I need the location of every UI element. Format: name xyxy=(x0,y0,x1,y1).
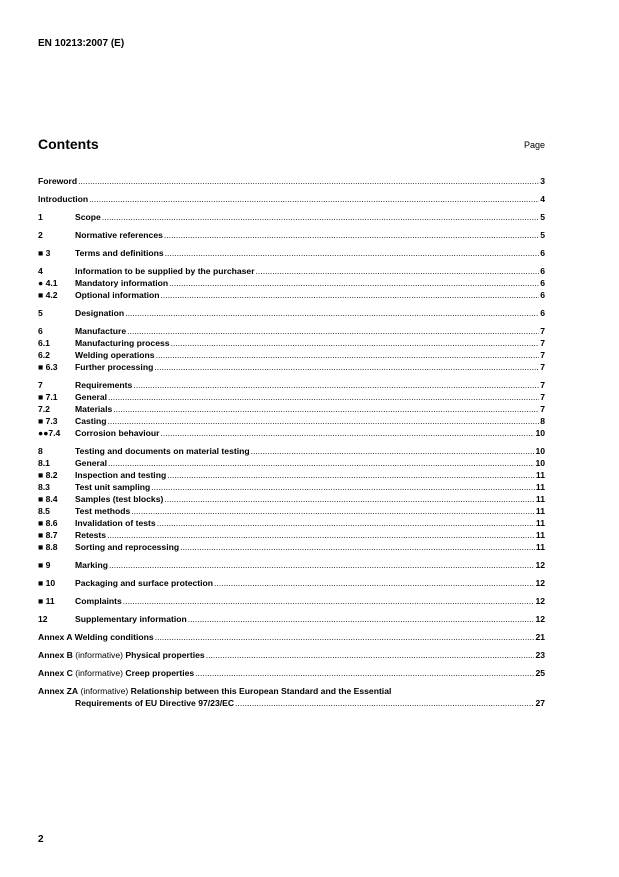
toc-leader-dots xyxy=(165,247,540,259)
toc-leader-dots xyxy=(123,595,535,607)
toc-leader-dots xyxy=(108,391,539,403)
toc-entry[interactable] xyxy=(38,493,545,505)
toc-entry-title-text: Complaints xyxy=(75,596,122,606)
toc-leader-dots xyxy=(133,379,539,391)
toc-entry-page: 11 xyxy=(535,518,545,528)
toc-entry-title-text: Invalidation of tests xyxy=(75,518,156,528)
toc-entry-page: 11 xyxy=(535,506,545,516)
toc-leader-dots xyxy=(155,631,535,643)
toc-entry-number: ■ 7.1 xyxy=(38,392,58,402)
toc-entry-page: 6 xyxy=(540,308,545,318)
toc-entry-title-text: Optional information xyxy=(75,290,160,300)
toc-entry-number: 7 xyxy=(38,380,43,390)
toc-entry-title xyxy=(75,415,107,427)
toc-entry-title-text: Welding operations xyxy=(75,350,155,360)
toc-entry-title-text: Scope xyxy=(75,212,101,222)
toc-entry-page: 10 xyxy=(535,458,545,468)
toc-leader-dots xyxy=(206,649,535,661)
toc-entry[interactable] xyxy=(38,289,545,301)
toc-entry-page: 6 xyxy=(540,290,545,300)
toc-entry-page: 4 xyxy=(540,194,545,204)
toc-entry-title xyxy=(75,391,107,403)
toc-entry-title xyxy=(75,229,163,241)
toc-entry-title xyxy=(38,649,205,661)
toc-entry-title-text: Samples (test blocks) xyxy=(75,494,164,504)
toc-entry-title xyxy=(75,349,155,361)
toc-entry[interactable] xyxy=(38,613,545,625)
toc-entry-title xyxy=(75,457,107,469)
toc-entry[interactable] xyxy=(38,307,545,319)
toc-entry-number: ■ 8.8 xyxy=(38,542,58,552)
toc-entry[interactable] xyxy=(38,595,545,607)
toc-entry-title xyxy=(75,427,160,439)
toc-entry-title-text: Designation xyxy=(75,308,125,318)
toc-leader-dots xyxy=(89,193,539,205)
toc-entry-number: 6.2 xyxy=(38,350,50,360)
toc-entry-number: ■ 6.3 xyxy=(38,362,58,372)
toc-entry-title xyxy=(75,379,132,391)
toc-entry[interactable] xyxy=(38,529,545,541)
toc-entry-title-text: Manufacture xyxy=(75,326,127,336)
toc-entry-number: 7.2 xyxy=(38,404,50,414)
toc-leader-dots xyxy=(78,175,539,187)
toc-entry-title xyxy=(75,289,160,301)
toc-leader-dots xyxy=(127,325,539,337)
toc-leader-dots xyxy=(131,505,535,517)
toc-entry-number: 4 xyxy=(38,266,43,276)
toc-entry-page: 5 xyxy=(540,212,545,222)
toc-entry-annex-za[interactable] xyxy=(38,685,545,697)
toc-entry-title xyxy=(75,277,168,289)
toc-entry-number: 1 xyxy=(38,212,43,222)
toc-entry[interactable] xyxy=(38,649,545,661)
toc-leader-dots xyxy=(161,289,540,301)
toc-entry-title xyxy=(75,337,170,349)
toc-entry-title xyxy=(75,469,166,481)
toc-entry-number: 8.1 xyxy=(38,458,50,468)
toc-entry-title xyxy=(38,175,77,187)
toc-entry-title-text: Retests xyxy=(75,530,107,540)
toc-entry-title xyxy=(38,631,154,643)
toc-entry-title xyxy=(75,517,156,529)
toc-entry[interactable] xyxy=(38,349,545,361)
toc-entry[interactable] xyxy=(38,457,545,469)
toc-entry[interactable] xyxy=(38,391,545,403)
toc-entry-title-text: Corrosion behaviour xyxy=(75,428,160,438)
toc-entry-number: 12 xyxy=(38,614,48,624)
toc-entry-page: 27 xyxy=(535,698,545,708)
toc-entry-title-text: Annex ZA xyxy=(38,686,79,696)
toc-entry-title-text: Annex B xyxy=(38,650,73,660)
toc-entry-title-text: Inspection and testing xyxy=(75,470,167,480)
toc-entry-title-text: General xyxy=(75,458,108,468)
toc-leader-dots xyxy=(188,613,535,625)
toc-entry-page: 25 xyxy=(535,668,545,678)
toc-entry[interactable] xyxy=(38,505,545,517)
toc-entry-title-text: General xyxy=(75,392,108,402)
toc-entry[interactable] xyxy=(38,403,545,415)
toc-entry[interactable] xyxy=(38,229,545,241)
toc-entry-page: 23 xyxy=(535,650,545,660)
toc-entry-number: ■ 8.6 xyxy=(38,518,58,528)
toc-entry-page: 6 xyxy=(540,266,545,276)
toc-entry[interactable] xyxy=(38,337,545,349)
toc-entry-title xyxy=(75,265,255,277)
toc-entry-title xyxy=(75,559,108,571)
toc-entry-title-text: Information to be supplied by the purchaser xyxy=(75,266,255,276)
toc-entry[interactable] xyxy=(38,211,545,223)
toc-entry-number: ■ 10 xyxy=(38,578,56,588)
toc-leader-dots xyxy=(156,349,540,361)
toc-entry-page: 11 xyxy=(535,482,545,492)
toc-leader-dots xyxy=(161,427,535,439)
toc-entry[interactable] xyxy=(38,445,545,457)
toc-entry-title xyxy=(75,445,250,457)
toc-entry-title-text: Test methods xyxy=(75,506,131,516)
toc-entry-title-text-2: Creep properties xyxy=(125,668,195,678)
toc-entry-page: 11 xyxy=(535,494,545,504)
toc-entry[interactable] xyxy=(38,265,545,277)
toc-leader-dots xyxy=(235,697,534,709)
toc-entry-number: ■ 11 xyxy=(38,596,55,606)
toc-leader-dots xyxy=(180,541,535,553)
toc-leader-dots xyxy=(164,229,539,241)
toc-entry-title-text: Test unit sampling xyxy=(75,482,151,492)
toc-entry-title-text: Introduction xyxy=(38,194,89,204)
toc-entry-title xyxy=(75,361,153,373)
toc-entry-number: 8.5 xyxy=(38,506,50,516)
toc-entry-title-text: Materials xyxy=(75,404,113,414)
table-of-contents xyxy=(38,175,545,709)
toc-entry-title xyxy=(75,307,124,319)
toc-entry[interactable] xyxy=(38,175,545,187)
toc-entry-title xyxy=(75,505,130,517)
toc-leader-dots xyxy=(164,493,535,505)
toc-entry[interactable] xyxy=(38,247,545,259)
toc-entry-title xyxy=(75,481,150,493)
toc-entry[interactable] xyxy=(38,469,545,481)
document-header: EN 10213:2007 (E) xyxy=(38,38,125,49)
toc-entry-number: ■ 9 xyxy=(38,560,51,570)
toc-entry-page: 7 xyxy=(540,362,545,372)
toc-entry-page: 12 xyxy=(535,614,545,624)
toc-entry-page: 7 xyxy=(540,350,545,360)
toc-entry-number: ■ 3 xyxy=(38,248,51,258)
toc-leader-dots xyxy=(109,559,534,571)
toc-entry-title xyxy=(75,541,179,553)
contents-title: Contents xyxy=(38,136,99,152)
toc-entry-title xyxy=(75,577,213,589)
toc-entry-title xyxy=(75,529,106,541)
toc-leader-dots xyxy=(256,265,540,277)
toc-entry-page: 5 xyxy=(540,230,545,240)
toc-entry-number: ●●7.4 xyxy=(38,428,61,438)
toc-entry-title-text-2: Relationship between this European Standard and the Essential xyxy=(130,686,392,696)
toc-entry-page: 10 xyxy=(535,428,545,438)
toc-entry-number: ■ 8.7 xyxy=(38,530,58,540)
toc-entry-page: 8 xyxy=(540,416,545,426)
toc-entry-number: 2 xyxy=(38,230,43,240)
toc-entry[interactable] xyxy=(38,193,545,205)
toc-entry-page: 12 xyxy=(535,560,545,570)
toc-entry-page: 7 xyxy=(540,404,545,414)
toc-entry-informative: (informative) xyxy=(78,686,131,696)
toc-entry[interactable] xyxy=(38,577,545,589)
toc-entry-title-text: Manufacturing process xyxy=(75,338,170,348)
toc-entry-page: 6 xyxy=(540,278,545,288)
toc-entry-page: 12 xyxy=(535,596,545,606)
toc-entry-title-text: Marking xyxy=(75,560,108,570)
toc-entry-page: 7 xyxy=(540,326,545,336)
toc-leader-dots xyxy=(102,211,539,223)
toc-entry-title-text: Terms and definitions xyxy=(75,248,164,258)
toc-entry-title-text: Packaging and surface protection xyxy=(75,578,214,588)
toc-leader-dots xyxy=(108,457,534,469)
toc-entry-title-text: Normative references xyxy=(75,230,163,240)
toc-entry-number: ■ 7.3 xyxy=(38,416,58,426)
toc-leader-dots xyxy=(125,307,539,319)
toc-entry-title-text: Casting xyxy=(75,416,107,426)
toc-entry-title xyxy=(75,595,122,607)
toc-entry-title-text-2: Physical properties xyxy=(125,650,205,660)
toc-entry-title-text: Foreword xyxy=(38,176,78,186)
toc-entry[interactable] xyxy=(38,541,545,553)
toc-leader-dots xyxy=(251,445,535,457)
toc-entry-page: 11 xyxy=(535,542,545,552)
toc-leader-dots xyxy=(167,469,535,481)
toc-entry-title-line2: Requirements of EU Directive 97/23/EC xyxy=(75,698,235,708)
toc-entry-number: ■ 8.4 xyxy=(38,494,58,504)
toc-entry-title-text: Sorting and reprocessing xyxy=(75,542,180,552)
toc-entry-annex-za-continued[interactable] xyxy=(38,697,545,709)
toc-entry-title xyxy=(75,613,187,625)
page-number: 2 xyxy=(38,834,44,845)
toc-entry-title-text: Annex C xyxy=(38,668,73,678)
toc-entry-number: 6 xyxy=(38,326,43,336)
toc-entry[interactable] xyxy=(38,559,545,571)
toc-entry-title-text: Supplementary information xyxy=(75,614,187,624)
toc-entry[interactable] xyxy=(38,481,545,493)
toc-entry[interactable] xyxy=(38,415,545,427)
toc-entry-page: 11 xyxy=(535,530,545,540)
toc-entry-informative: (informative) xyxy=(72,668,126,678)
toc-entry-number: 8.3 xyxy=(38,482,50,492)
toc-leader-dots xyxy=(107,529,535,541)
toc-entry-title xyxy=(75,493,163,505)
toc-entry-page: 21 xyxy=(535,632,545,642)
toc-entry[interactable] xyxy=(38,517,545,529)
toc-leader-dots xyxy=(151,481,535,493)
toc-leader-dots xyxy=(113,403,539,415)
toc-leader-dots xyxy=(157,517,535,529)
toc-leader-dots xyxy=(154,361,539,373)
toc-entry-title xyxy=(38,193,88,205)
toc-entry[interactable] xyxy=(38,667,545,679)
toc-entry-page: 10 xyxy=(535,446,545,456)
toc-leader-dots xyxy=(195,667,534,679)
toc-entry-title xyxy=(75,403,112,415)
toc-entry-title-text: Testing and documents on material testing xyxy=(75,446,250,456)
toc-entry-page: 3 xyxy=(540,176,545,186)
toc-entry[interactable] xyxy=(38,631,545,643)
toc-entry-page: 7 xyxy=(540,392,545,402)
toc-entry-number: 6.1 xyxy=(38,338,50,348)
toc-entry-number: 8 xyxy=(38,446,43,456)
toc-entry[interactable] xyxy=(38,427,545,439)
toc-entry-number: ■ 4.2 xyxy=(38,290,58,300)
toc-entry-page: 7 xyxy=(540,338,545,348)
toc-entry[interactable] xyxy=(38,277,545,289)
toc-entry-number: ■ 8.2 xyxy=(38,470,58,480)
toc-entry[interactable] xyxy=(38,379,545,391)
toc-entry-informative: (informative) xyxy=(72,650,126,660)
toc-entry-title-text: Further processing xyxy=(75,362,154,372)
toc-entry-number: ● 4.1 xyxy=(38,278,58,288)
toc-leader-dots xyxy=(214,577,534,589)
toc-entry-title xyxy=(75,211,101,223)
toc-entry-page: 7 xyxy=(540,380,545,390)
toc-entry-page: 12 xyxy=(535,578,545,588)
toc-entry-title xyxy=(38,667,194,679)
toc-leader-dots xyxy=(169,277,539,289)
toc-entry[interactable] xyxy=(38,361,545,373)
toc-entry-number: 5 xyxy=(38,308,43,318)
toc-entry-title-text: Requirements xyxy=(75,380,133,390)
toc-entry-title xyxy=(75,247,164,259)
toc-leader-dots xyxy=(171,337,540,349)
page-column-label: Page xyxy=(523,140,545,150)
toc-entry-page: 6 xyxy=(540,248,545,258)
toc-entry-title xyxy=(75,325,126,337)
toc-entry-title-text: Mandatory information xyxy=(75,278,169,288)
toc-entry-title-text: Annex A Welding conditions xyxy=(38,632,154,642)
toc-leader-dots xyxy=(108,415,540,427)
toc-entry-page: 11 xyxy=(535,470,545,480)
toc-entry[interactable] xyxy=(38,325,545,337)
